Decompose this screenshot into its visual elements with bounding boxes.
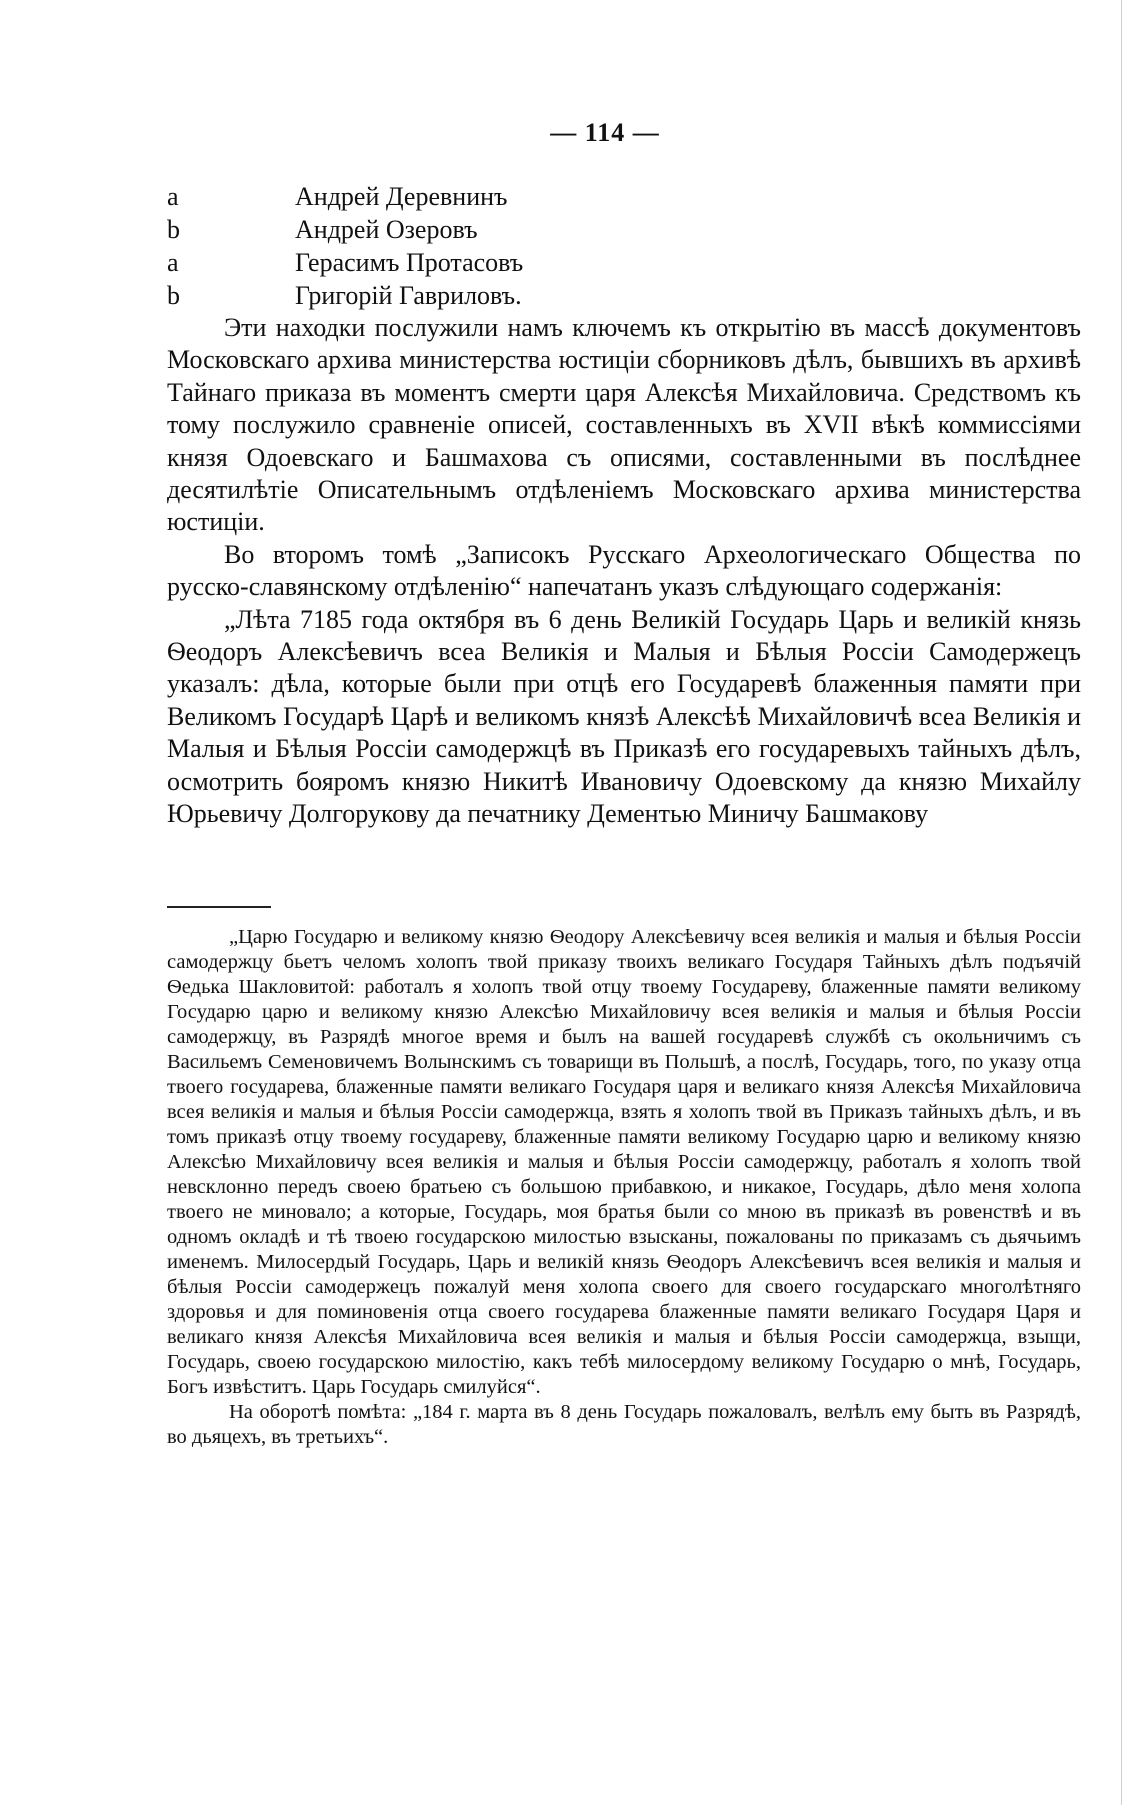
- list-item-letter: a: [167, 182, 179, 211]
- list-item-letter: a: [167, 248, 179, 277]
- footnote: [167, 925, 1081, 1450]
- page-number: — 114 —: [550, 118, 660, 147]
- list-item: [167, 279, 523, 312]
- list-item-letter: b: [167, 281, 180, 310]
- paragraph-decree-quote: „Лѣта 7185 года октября въ 6 день Великій Государь Царь и великій князь Ѳеодоръ Алексѣевичъ всеа Великія и Малыя и Бѣлыя Россіи Самодержецъ указалъ: дѣла, которые были при отцѣ его Государевѣ блаженныя памяти при Великомъ Государѣ Царѣ и великомъ князѣ Алексѣѣ Михайловичѣ всеа Великія и Малыя и Бѣлыя Россіи самодержцѣ въ Приказѣ его государевыхъ тайныхъ дѣлъ, осмотрить бояромъ князю Никитѣ Ивановичу Одоевскому да князю Михайлу Юрьевичу Долгорукову да печатнику Дементью Миничу Башмакову: [167, 604, 1081, 829]
- footnote-divider: [167, 906, 271, 908]
- paragraph-archive-findings: Эти находки послужили намъ ключемъ къ открытію въ массѣ документовъ Московскаго архива министерства юстиціи сборниковъ дѣлъ, бывшихъ въ архивѣ Тайнаго приказа въ моментъ смерти царя Алексѣя Михайловича. Средствомъ къ тому послужило сравненіе описей, составленныхъ въ XVII вѣкѣ коммиссіями князя Одоевскаго и Башмахова съ описями, составленными въ послѣднее десятилѣтіе Описательнымъ отдѣленіемъ Московскаго архива министерства юстиціи.: [167, 313, 1081, 537]
- footnote-reverse-note: На оборотѣ помѣта: „184 г. марта въ 8 день Государь пожаловалъ, велѣлъ ему быть въ Разрядѣ, во дьяцехъ, въ третьихъ“.: [167, 1401, 1081, 1448]
- paragraph-decree-intro: Во второмъ томѣ „Записокъ Русскаго Археологическаго Общества по русско-славянскому отдѣленію“ напечатанъ указъ слѣдующаго содержанія:: [167, 539, 1081, 602]
- list-item-letter: b: [167, 215, 180, 244]
- list-item: [167, 246, 523, 279]
- list-item-name: Андрей Деревнинъ: [295, 182, 508, 211]
- list-item-name: Григорій Гавриловъ.: [295, 281, 522, 310]
- main-text: [167, 312, 1081, 831]
- list-item: [167, 180, 523, 213]
- list-item-name: Андрей Озеровъ: [295, 215, 478, 244]
- name-list: [167, 180, 523, 312]
- list-item-name: Герасимъ Протасовъ: [295, 248, 524, 277]
- list-item: [167, 213, 523, 246]
- footnote-petition: „Царю Государю и великому князю Ѳеодору Алексѣевичу всея великія и малыя и бѣлыя Россіи самодержцу бьетъ челомъ холопъ твой приказу твоихъ великаго Государя Тайныхъ дѣлъ подъячій Ѳедька Шакловитой: работалъ я холопъ твой отцу твоему Государеву, блаженные памяти великому Государю царю и великому князю Алексѣю Михайловичу всея великія и малыя и бѣлыя Россіи самодержцу, въ Разрядѣ многое время и былъ на вашей государевѣ службѣ съ окольничимъ съ Васильемъ Семеновичемъ Волынскимъ съ товарищи въ Польшѣ, а послѣ, Государь, того, по указу отца твоего государева, блаженные памяти великаго Государя царя и великаго князя Алексѣя Михайловича всея великія и малыя и бѣлыя Россіи самодержца, взять я холопъ твой въ Приказъ тайныхъ дѣлъ, и въ томъ приказѣ отцу твоему государеву, блаженные памяти великому Государю царю и великому князю Алексѣю Михайловичу всея великія и малыя и бѣлыя Россіи самодержцу, работалъ я холопъ твой невсклонно передъ своею братьею съ большою прибавкою, и никакое, Государь, дѣло меня холопа твоего не миновало; а которые, Государь, моя братья были со мною въ приказѣ въ ровенствѣ и въ одномъ окладѣ и тѣ твоею государскою милостью взысканы, пожалованы по приказамъ съ дьячьимъ именемъ. Милосердый Государь, Царь и великій князь Ѳеодоръ Алексѣевичъ всея великія и малыя и бѣлыя Россіи самодержецъ пожалуй меня холопа своего для своего государскаго многолѣтняго здоровья и для поминовенія отца своего государева блаженные памяти великаго Государя Царя и великаго князя Алексѣя Михайловича всея великія и малыя и бѣлыя Россіи самодержца, взыщи, Государь, своею государскою милостію, какъ тебѣ милосердому великому Государю о мнѣ, Государь, Богъ извѣститъ. Царь Государь смилуйся“.: [167, 926, 1081, 1398]
- page-edge: [1121, 0, 1122, 1805]
